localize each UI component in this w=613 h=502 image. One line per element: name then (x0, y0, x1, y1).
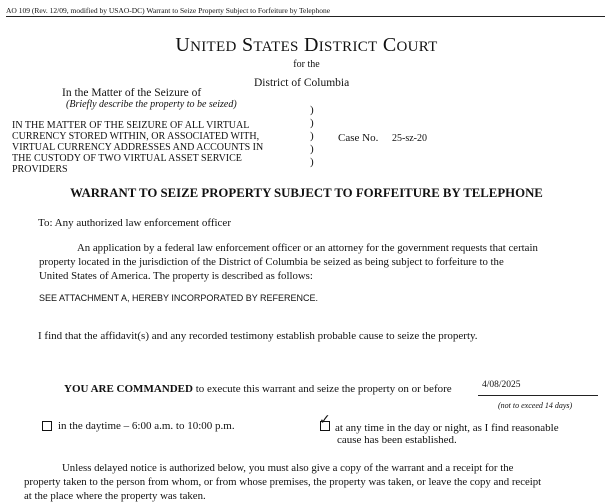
notice-text: at the place where the property was taken. (24, 490, 206, 502)
deadline-note: (not to exceed 14 days) (498, 401, 573, 410)
bracket: ) (310, 143, 314, 155)
checkmark-icon: ✓ (319, 412, 331, 428)
property-description-line: VIRTUAL CURRENCY ADDRESSES AND ACCOUNTS IN (12, 142, 264, 153)
anytime-option-label-cont: cause has been established. (337, 434, 457, 446)
date-underline (478, 395, 598, 396)
property-description-line: THE CUSTODY OF TWO VIRTUAL ASSET SERVICE (12, 153, 242, 164)
for-the-label: for the (293, 59, 320, 70)
matter-instruction: (Briefly describe the property to be seized) (66, 99, 237, 110)
form-header: AO 109 (Rev. 12/09, modified by USAO-DC) Warrant to Seize Property Subject to Forfeiture by Telephone (6, 6, 605, 17)
bracket: ) (310, 104, 314, 116)
warrant-title: WARRANT TO SEIZE PROPERTY SUBJECT TO FORFEITURE BY TELEPHONE (70, 186, 543, 200)
probable-cause-finding: I find that the affidavit(s) and any recorded testimony establish probable cause to seize the property. (38, 330, 478, 342)
anytime-option-label: at any time in the day or night, as I find reasonable (335, 422, 559, 434)
bracket: ) (310, 156, 314, 168)
daytime-option-label: in the daytime – 6:00 a.m. to 10:00 p.m. (58, 420, 235, 432)
attachment-reference: SEE ATTACHMENT A, HEREBY INCORPORATED BY REFERENCE. (39, 293, 319, 303)
application-text: United States of America. The property is described as follows: (39, 270, 313, 282)
case-number-label: Case No. (338, 132, 379, 144)
application-text: An application by a federal law enforcement officer or an attorney for the government requests that certain (77, 242, 538, 254)
notice-text: property taken to the person from whom, or from whose premises, the property was taken, or leave the copy and receipt (24, 476, 542, 488)
daytime-checkbox[interactable] (42, 421, 52, 431)
bracket: ) (310, 130, 314, 142)
matter-heading: In the Matter of the Seizure of (62, 87, 202, 99)
district-name: District of Columbia (254, 77, 350, 89)
court-title: UNITED STATES DISTRICT COURT (175, 34, 438, 56)
case-number-value: 25-sz-20 (392, 133, 427, 144)
property-description-line: IN THE MATTER OF THE SEIZURE OF ALL VIRTUAL (12, 120, 250, 131)
seizure-deadline-date: 4/08/2025 (482, 380, 521, 390)
property-description-line: CURRENCY STORED WITHIN, OR ASSOCIATED WITH, (12, 131, 260, 142)
addressee-line: To: Any authorized law enforcement officer (38, 217, 231, 229)
application-text: property located in the jurisdiction of the District of Columbia be seized as being subject to forfeiture to the (39, 256, 504, 268)
command-text: YOU ARE COMMANDED to execute this warrant and seize the property on or before (64, 383, 452, 395)
notice-text: Unless delayed notice is authorized below, you must also give a copy of the warrant and a receipt for the (62, 462, 514, 474)
property-description-line: PROVIDERS (12, 164, 68, 175)
bracket: ) (310, 117, 314, 129)
